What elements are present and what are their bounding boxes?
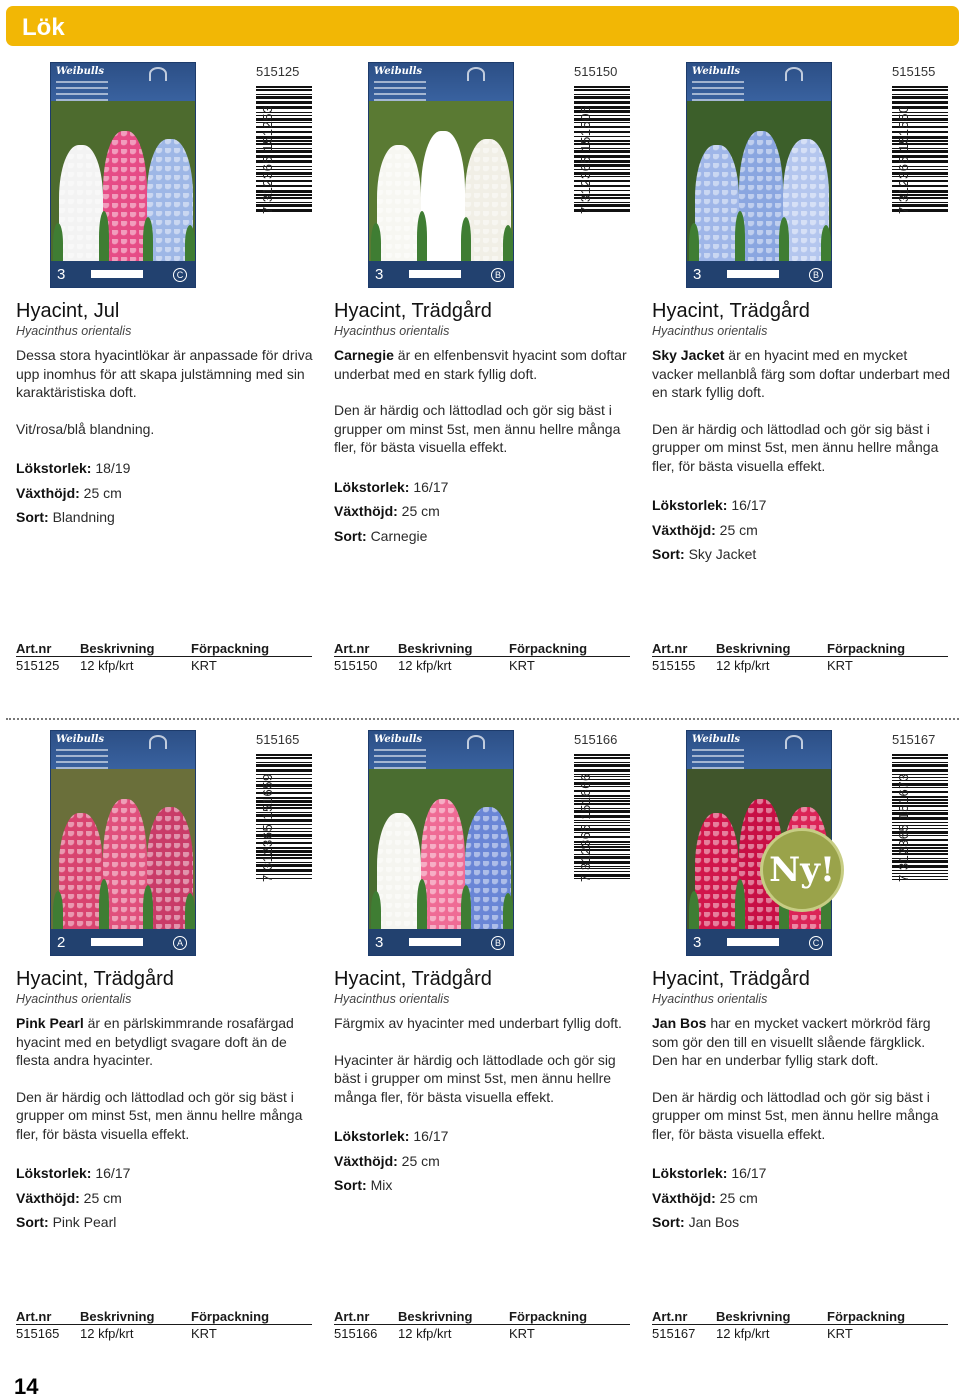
description-paragraph-2: Hyacinter är härdig och lättodlade och gör sig bäst i grupper om minst 5st, men ännu hellre många fler, för bästa visuella effekt. [334,1051,616,1105]
table-row [652,657,948,675]
leaf [417,879,427,931]
leaf [417,211,427,263]
description-paragraph [16,346,316,402]
spec-value: 16/17 [731,497,767,513]
spec-label: Växthöjd: [652,521,716,538]
hyacinth-flower [421,131,465,263]
spec-variety [16,1210,316,1235]
packet-logo [785,67,803,81]
spec-variety [652,542,952,567]
product-specs [334,475,634,549]
spec-height [334,1149,634,1174]
article-number: 515125 [256,64,300,79]
product-card [334,728,634,1348]
spec-value: 18/19 [95,460,131,476]
column-header-artnr: Art.nr [16,1309,52,1324]
leaf [143,885,153,931]
spec-value: 25 cm [401,1152,440,1169]
packet-photo [369,101,514,263]
spec-label: Lökstorlek: [334,478,410,495]
variety-name: Jan Bos [652,1015,707,1031]
spec-label: Sort: [334,527,367,544]
spec-label: Sort: [16,509,49,525]
description-paragraph-2: Vit/rosa/blå blandning. [16,420,155,437]
spec-label: Sort: [334,1177,367,1193]
spec-variety [652,1210,952,1235]
column-header-packaging: Förpackning [191,1309,270,1324]
spec-height [16,1186,316,1211]
spec-label: Växthöjd: [652,1189,716,1206]
barcode-digits: 7 312365 151666 [578,773,593,882]
cell-artnr: 515166 [334,1326,378,1341]
packet-number: 3 [693,266,702,283]
description-text: är en pärlskimmrande rosafärgad hyacint med en betydligt svagare doft än de flesta andra hyacinter. [16,1015,294,1068]
order-table [652,1308,948,1343]
column-header-packaging: Förpackning [191,641,270,656]
packet-footer [369,261,514,287]
spec-bulb-size [334,1124,634,1149]
table-row [334,1325,630,1343]
product-description [16,346,316,530]
leaf [185,225,195,263]
table-header [652,1308,948,1325]
latin-name: Hyacinthus orientalis [16,992,132,1006]
spec-label: Växthöjd: [334,1152,398,1169]
description-paragraph-2: Den är härdig och lättodlad och gör sig bäst i grupper om minst 5st, men ännu hellre många fler, för bästa visuella effekt. [334,402,621,455]
column-header-description: Beskrivning [716,641,791,656]
cell-description: 12 kfp/krt [398,658,452,673]
leaf [689,223,699,263]
column-header-artnr: Art.nr [652,1309,688,1324]
cell-artnr: 515150 [334,658,378,673]
packet-number: 2 [57,934,66,951]
seed-packet-image [686,62,832,288]
hyacinth-flower [59,813,103,931]
table-header [334,640,630,657]
product-description [652,346,952,567]
article-number: 515150 [574,64,618,79]
barcode-digits: 7 312365 151673 [896,773,911,882]
seed-packet-image [50,730,196,956]
cell-packaging: KRT [827,658,853,673]
spec-value: 25 cm [719,1189,758,1206]
table-row [16,1325,312,1343]
packet-brand: Weibulls [56,66,105,77]
latin-name: Hyacinthus orientalis [334,992,450,1006]
description-paragraph [16,1014,316,1070]
spec-value: 16/17 [413,478,449,495]
packet-footer [51,929,196,955]
spec-label: Sort: [652,546,685,562]
spec-bulb-size [16,1161,316,1186]
spec-label: Lökstorlek: [334,1128,410,1144]
packet-footer [51,261,196,287]
packet-letter: C [173,268,187,282]
article-number: 515155 [892,64,936,79]
cell-artnr: 515167 [652,1326,696,1341]
packet-logo [149,67,167,81]
leaf [503,225,513,263]
cell-artnr: 515165 [16,1326,60,1341]
product-specs [652,493,952,567]
cell-description: 12 kfp/krt [80,658,134,673]
leaf [185,893,195,931]
spec-bulb-size [652,493,952,518]
packet-label [409,938,461,946]
leaf [99,879,109,931]
packet-brand: Weibulls [374,66,423,77]
column-header-description: Beskrivning [398,1309,473,1324]
spec-height [16,481,316,506]
product-description [652,1014,952,1235]
spec-height [652,518,952,543]
page-number: 14 [14,1374,39,1397]
spec-label: Växthöjd: [334,503,398,519]
spec-value: Mix [370,1177,393,1193]
spec-value: 25 cm [83,1189,122,1206]
order-table [16,1308,312,1343]
spec-value: 16/17 [95,1165,131,1181]
leaf [461,217,471,263]
column-header-packaging: Förpackning [509,1309,588,1324]
column-header-packaging: Förpackning [827,1309,906,1324]
product-card [16,60,316,680]
leaf [99,211,109,263]
order-table [652,640,948,675]
spec-value: Pink Pearl [52,1214,117,1230]
packet-logo [785,735,803,749]
order-table [334,640,630,675]
hyacinth-flower [59,145,103,263]
column-header-description: Beskrivning [80,641,155,656]
hyacinth-flower [739,131,783,263]
packet-letter: B [809,268,823,282]
latin-name: Hyacinthus orientalis [652,992,768,1006]
description-text: är en hyacint med en mycket vacker mellanblå färg som doftar underbart med en stark fyllig doft. [652,347,951,400]
cell-description: 12 kfp/krt [716,658,770,673]
spec-value: 16/17 [731,1165,767,1181]
column-header-artnr: Art.nr [652,641,688,656]
packet-logo [149,735,167,749]
leaf [779,217,789,263]
order-table [334,1308,630,1343]
spec-height [334,499,634,524]
description-text: Dessa stora hyacintlökar är anpassade för driva upp inomhus för att skapa julstämning med sin karaktäristiska doft. [16,347,313,400]
spec-label: Växthöjd: [16,1189,80,1206]
column-header-description: Beskrivning [80,1309,155,1324]
packet-logo [467,67,485,81]
product-title: Hyacint, Trädgård [334,968,492,990]
cell-packaging: KRT [509,1326,535,1341]
spec-label: Lökstorlek: [16,1165,92,1181]
leaf [503,893,513,931]
product-description [16,1014,316,1235]
hyacinth-flower [103,799,147,931]
packet-number: 3 [693,934,702,951]
column-header-packaging: Förpackning [827,641,906,656]
variety-name: Sky Jacket [652,347,725,363]
leaf [371,891,381,931]
spec-value: 25 cm [401,503,440,519]
spec-label: Växthöjd: [16,484,80,501]
section-title: Lök [22,14,65,41]
cell-packaging: KRT [191,1326,217,1341]
packet-photo [369,769,514,931]
description-paragraph [652,346,952,402]
packet-label [727,938,779,946]
article-number: 515167 [892,732,936,747]
leaf [53,223,63,263]
packet-footer [687,261,832,287]
leaf [53,891,63,931]
packet-label [727,270,779,278]
spec-label: Lökstorlek: [16,460,92,476]
variety-name: Pink Pearl [16,1015,84,1031]
table-header [652,640,948,657]
packet-number: 3 [375,266,384,283]
packet-logo [467,735,485,749]
spec-variety [334,524,634,549]
spec-label: Lökstorlek: [652,1165,728,1181]
spec-value: Jan Bos [688,1214,740,1230]
table-row [16,657,312,675]
seed-packet-image [50,62,196,288]
description-text: är en elfenbensvit hyacint som doftar underbat med en stark fyllig doft. [334,347,627,382]
leaf [371,223,381,263]
spec-value: 25 cm [83,484,122,501]
spec-value: 16/17 [413,1128,449,1144]
latin-name: Hyacinthus orientalis [334,324,450,338]
column-header-artnr: Art.nr [334,1309,370,1324]
order-table [16,640,312,675]
packet-photo [51,101,196,263]
description-paragraph [652,1014,952,1070]
cell-packaging: KRT [191,658,217,673]
leaf [689,891,699,931]
packet-letter: A [173,936,187,950]
product-title: Hyacint, Trädgård [652,300,810,322]
spec-value: Blandning [52,509,115,525]
seed-packet-image [368,62,514,288]
description-paragraph-2: Den är härdig och lättodlad och gör sig bäst i grupper om minst 5st, men ännu hellre många fler, för bästa visuella effekt. [652,1088,939,1142]
cell-description: 12 kfp/krt [80,1326,134,1341]
hyacinth-flower [695,813,739,931]
cell-packaging: KRT [509,658,535,673]
latin-name: Hyacinthus orientalis [652,324,768,338]
column-header-description: Beskrivning [716,1309,791,1324]
product-title: Hyacint, Jul [16,300,120,322]
product-specs [16,1161,316,1235]
spec-label: Lökstorlek: [652,497,728,513]
latin-name: Hyacinthus orientalis [16,324,132,338]
packet-brand: Weibulls [692,734,741,745]
packet-brand: Weibulls [374,734,423,745]
cell-description: 12 kfp/krt [398,1326,452,1341]
table-row [652,1325,948,1343]
packet-footer [687,929,832,955]
leaf [735,879,745,931]
leaf [461,885,471,931]
product-card [16,728,316,1348]
hyacinth-flower [377,145,421,263]
hyacinth-flower [103,131,147,263]
product-card [652,728,952,1348]
cell-artnr: 515155 [652,658,696,673]
table-row [334,657,630,675]
article-number: 515166 [574,732,618,747]
description-paragraph [334,1014,634,1033]
packet-brand: Weibulls [56,734,105,745]
barcode-digits: 7 312365 151253 [260,105,275,214]
table-header [16,640,312,657]
product-specs [334,1124,634,1198]
packet-label [409,270,461,278]
product-card [652,60,952,680]
description-paragraph [334,346,634,383]
spec-value: 25 cm [719,521,758,538]
new-badge: Ny! [760,828,844,912]
product-description [334,346,634,548]
seed-packet-image [368,730,514,956]
column-header-artnr: Art.nr [16,641,52,656]
spec-label: Sort: [16,1214,49,1230]
hyacinth-flower [695,145,739,263]
spec-bulb-size [16,456,316,481]
spec-height [652,1186,952,1211]
barcode-digits: 7 312365 151505 [578,105,593,214]
spec-value: Sky Jacket [688,546,757,562]
packet-letter: B [491,936,505,950]
article-number: 515165 [256,732,300,747]
hyacinth-flower [377,813,421,931]
column-header-description: Beskrivning [398,641,473,656]
spec-variety [334,1173,634,1198]
leaf [821,225,831,263]
packet-label [91,270,143,278]
section-header-bar [6,6,959,46]
packet-letter: C [809,936,823,950]
spec-bulb-size [652,1161,952,1186]
packet-footer [369,929,514,955]
row-divider [6,718,959,720]
product-title: Hyacint, Trädgård [652,968,810,990]
cell-artnr: 515125 [16,658,60,673]
packet-number: 3 [375,934,384,951]
cell-packaging: KRT [827,1326,853,1341]
product-specs [16,456,316,530]
product-description [334,1014,634,1198]
packet-letter: B [491,268,505,282]
packet-label [91,938,143,946]
spec-variety [16,505,316,530]
barcode-digits: 7 312365 151550 [896,105,911,214]
leaf [735,211,745,263]
leaf [143,217,153,263]
packet-brand: Weibulls [692,66,741,77]
column-header-artnr: Art.nr [334,641,370,656]
spec-bulb-size [334,475,634,500]
product-card [334,60,634,680]
variety-name: Carnegie [334,347,394,363]
description-text: Färgmix av hyacinter med underbart fyllig doft. [334,1015,622,1031]
spec-value: Carnegie [370,527,428,544]
spec-label: Sort: [652,1214,685,1230]
hyacinth-flower [421,799,465,931]
table-header [16,1308,312,1325]
product-specs [652,1161,952,1235]
packet-number: 3 [57,266,66,283]
packet-photo [687,101,832,263]
barcode-digits: 7 312365 151659 [260,773,275,882]
description-text: har en mycket vackert mörkröd färg som gör den till en visuellt slående färgklick. Den har en underbar fyllig stark doft. [652,1015,931,1068]
description-paragraph-2: Den är härdig och lättodlad och gör sig bäst i grupper om minst 5st, men ännu hellre många fler, för bästa visuella effekt. [652,420,939,474]
cell-description: 12 kfp/krt [716,1326,770,1341]
description-paragraph-2: Den är härdig och lättodlad och gör sig bäst i grupper om minst 5st, men ännu hellre många fler, för bästa visuella effekt. [16,1088,303,1142]
product-title: Hyacint, Trädgård [334,300,492,322]
column-header-packaging: Förpackning [509,641,588,656]
packet-photo [51,769,196,931]
table-header [334,1308,630,1325]
product-title: Hyacint, Trädgård [16,968,174,990]
